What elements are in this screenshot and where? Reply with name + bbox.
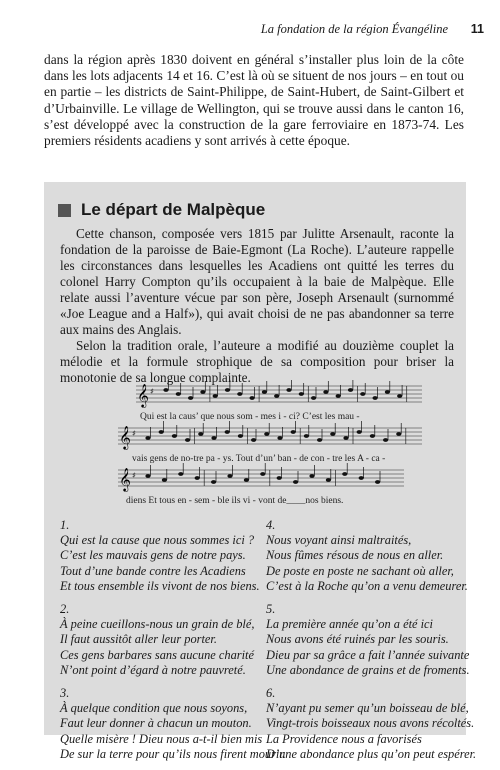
note-head (397, 394, 402, 398)
note-head (370, 434, 375, 438)
lyric-line-1: Qui est la caus’ que nous som - mes i - ci? C’est les mau - (140, 412, 360, 422)
note-head (244, 478, 249, 482)
verse-line: C’est à la Roche qu’on a venu demeurer. (266, 578, 468, 593)
note-head (211, 436, 216, 440)
note-head (227, 474, 232, 478)
note-head (251, 438, 256, 442)
note-head (250, 396, 255, 400)
note-head (342, 472, 347, 476)
note-head (277, 436, 282, 440)
note-head (336, 394, 341, 398)
lyric-line-2: vais gens de no-tre pa - ys. Tout d’un’ ban - de con - tre les A - ca - (132, 454, 386, 464)
verse-line: Qui est la cause que nous sommes ici ? (60, 533, 255, 548)
running-title: La fondation de la région Évangéline (260, 22, 448, 36)
note-head (293, 480, 298, 484)
note-head (311, 396, 316, 400)
verse-line: Nous voyant ainsi maltraités, (266, 533, 412, 548)
song-sidebar-box (44, 182, 477, 761)
verse-4 (266, 518, 468, 594)
note-head (145, 436, 150, 440)
note-head (291, 430, 296, 434)
verse-6 (266, 686, 477, 762)
sharp-icon: ♯ (132, 471, 136, 480)
note-head (195, 476, 200, 480)
note-head (264, 432, 269, 436)
note-head (172, 434, 177, 438)
treble-clef-icon: 𝄞 (119, 467, 131, 491)
treble-clef-icon: 𝄞 (119, 425, 131, 449)
verse-number: 3. (60, 686, 70, 701)
verse-line: À quelque condition que nous soyons, (60, 701, 248, 716)
note-head (375, 480, 380, 484)
note-head (185, 438, 190, 442)
lyric-line-3: diens Et tous en - sem - ble ils vi - vont de____nos biens. (126, 496, 344, 506)
verse-line: Nous fûmes résous de nous en aller. (266, 548, 444, 563)
note-head (330, 432, 335, 436)
verse-line: C’est les mauvais gens de notre pays. (60, 548, 246, 563)
note-head (357, 430, 362, 434)
sharp-icon: ♯ (150, 387, 154, 396)
verse-line: À peine cueillons-nous un grain de blé, (60, 617, 255, 632)
box-paragraph-1: Cette chanson, composée vers 1815 par Julitte Arsenault, raconte la fondation de la paroisse de Baie-Egmont (La Roche). L’auteure rappelle les circonstances dans lesquelles les Acadiens ont quitté les terres du colonel Harry Compton qu’ils occupaient à la baie de Malpèque. Elle relate aussi l’aventure vécue par son père, Joseph Arsenault (surnommé «Joe League and a Half»), qui avait choisi de ne pas abandonner sa terre aux mains des Anglais. (60, 226, 454, 337)
note-head (383, 438, 388, 442)
verse-line: Ces gens barbares sans aucune charité (60, 647, 254, 662)
note-head (326, 478, 331, 482)
note-head (198, 432, 203, 436)
verse-line: Et tous ensemble ils vivont de nos biens. (60, 578, 260, 593)
verse-line: Une abondance de grains et de froments. (266, 662, 470, 677)
verse-line: De poste en poste ne sachant où aller, (266, 563, 454, 578)
note-head (277, 476, 282, 480)
note-head (286, 388, 291, 392)
intro-text-block (44, 52, 464, 149)
note-head (343, 436, 348, 440)
note-head (385, 390, 390, 394)
verse-line: Tout d’une bande contre les Acadiens (60, 563, 246, 578)
note-head (348, 388, 353, 392)
note-head (299, 392, 304, 396)
note-head (262, 390, 267, 394)
note-head (323, 390, 328, 394)
verse-number: 4. (266, 518, 276, 532)
verse-line: Faut leur donner à chacun un mouton. (60, 716, 252, 731)
verse-line: Nous avons été ruinés par les souris. (266, 632, 449, 647)
treble-clef-icon: 𝄞 (137, 383, 149, 407)
verse-line: De sur la terre pour qu’ils nous firent mourir. (60, 746, 286, 761)
note-head (145, 474, 150, 478)
verse-3 (60, 686, 286, 762)
verse-line: Vingt-trois boisseaux nous avons récoltés. (266, 716, 475, 731)
page-header (0, 22, 500, 42)
verse-5 (266, 602, 470, 678)
note-head (162, 478, 167, 482)
box-body (60, 226, 454, 386)
note-head (359, 476, 364, 480)
box-heading (58, 200, 265, 220)
verse-line: La Providence nous a favorisés (266, 731, 422, 746)
intro-paragraph: dans la région après 1830 doivent en général s’installer plus loin de la côte dans les lots adjacents 14 et 16. C’est là où se situent de nos jours – en tout ou en partie – les districts de Saint-Philippe, de Saint-Hubert, de Saint-Gilbert et d’Urbainville. Le village de Wellington, qui se trouve aussi dans le canton 16, s’est développé avec la construction de la gare ferroviaire en 1873-74. Les premiers résidents acadiens y sont arrivés à cette époque. (44, 52, 464, 149)
box-title: Le départ de Malpèque (81, 200, 266, 219)
note-head (213, 394, 218, 398)
box-paragraph-2: Selon la tradition orale, l’auteure a modifié au douzième couplet la mélodie et la formule strophique de sa composition pour briser la monotonie de sa longue complainte. (60, 338, 454, 385)
verse-line: N’ayant pu semer qu’un boisseau de blé, (266, 701, 469, 716)
sharp-icon: ♯ (132, 429, 136, 438)
note-head (237, 392, 242, 396)
note-head (176, 392, 181, 396)
note-head (225, 388, 230, 392)
verse-number: 5. (266, 602, 276, 617)
verse-line: Dieu par sa grâce a fait l’année suivante (266, 647, 470, 662)
verse-line: La première année qu’on a été ici (266, 617, 433, 632)
verse-1 (60, 518, 266, 594)
verse-line: N’ont point d’égard à notre pauvreté. (60, 662, 246, 677)
note-head (159, 430, 164, 434)
note-head (211, 480, 216, 484)
page-number: 11 (470, 22, 484, 36)
verse-line: D’une abondance plus qu’on peut espérer. (266, 746, 477, 761)
note-head (373, 396, 378, 400)
verse-number: 6. (266, 686, 276, 701)
note-head (163, 388, 168, 392)
note-head (260, 472, 265, 476)
verse-number: 2. (60, 602, 70, 617)
music-score (104, 380, 424, 508)
note-head (309, 474, 314, 478)
note-head (304, 434, 309, 438)
note-head (238, 434, 243, 438)
music-staves (104, 380, 424, 508)
verse-number: 1. (60, 518, 70, 532)
song-verses (60, 518, 477, 770)
note-head (274, 394, 279, 398)
note-head (317, 438, 322, 442)
note-head (225, 430, 230, 434)
note-head (188, 396, 193, 400)
verse-line: Il faut aussitôt aller leur porter. (60, 632, 217, 647)
note-head (396, 432, 401, 436)
note-head (360, 392, 365, 396)
note-head (178, 472, 183, 476)
square-bullet-icon (58, 204, 71, 217)
note-head (200, 390, 205, 394)
verse-2 (60, 602, 266, 678)
verse-line: Quelle misère ! Dieu nous a-t-il bien mis (60, 731, 263, 746)
